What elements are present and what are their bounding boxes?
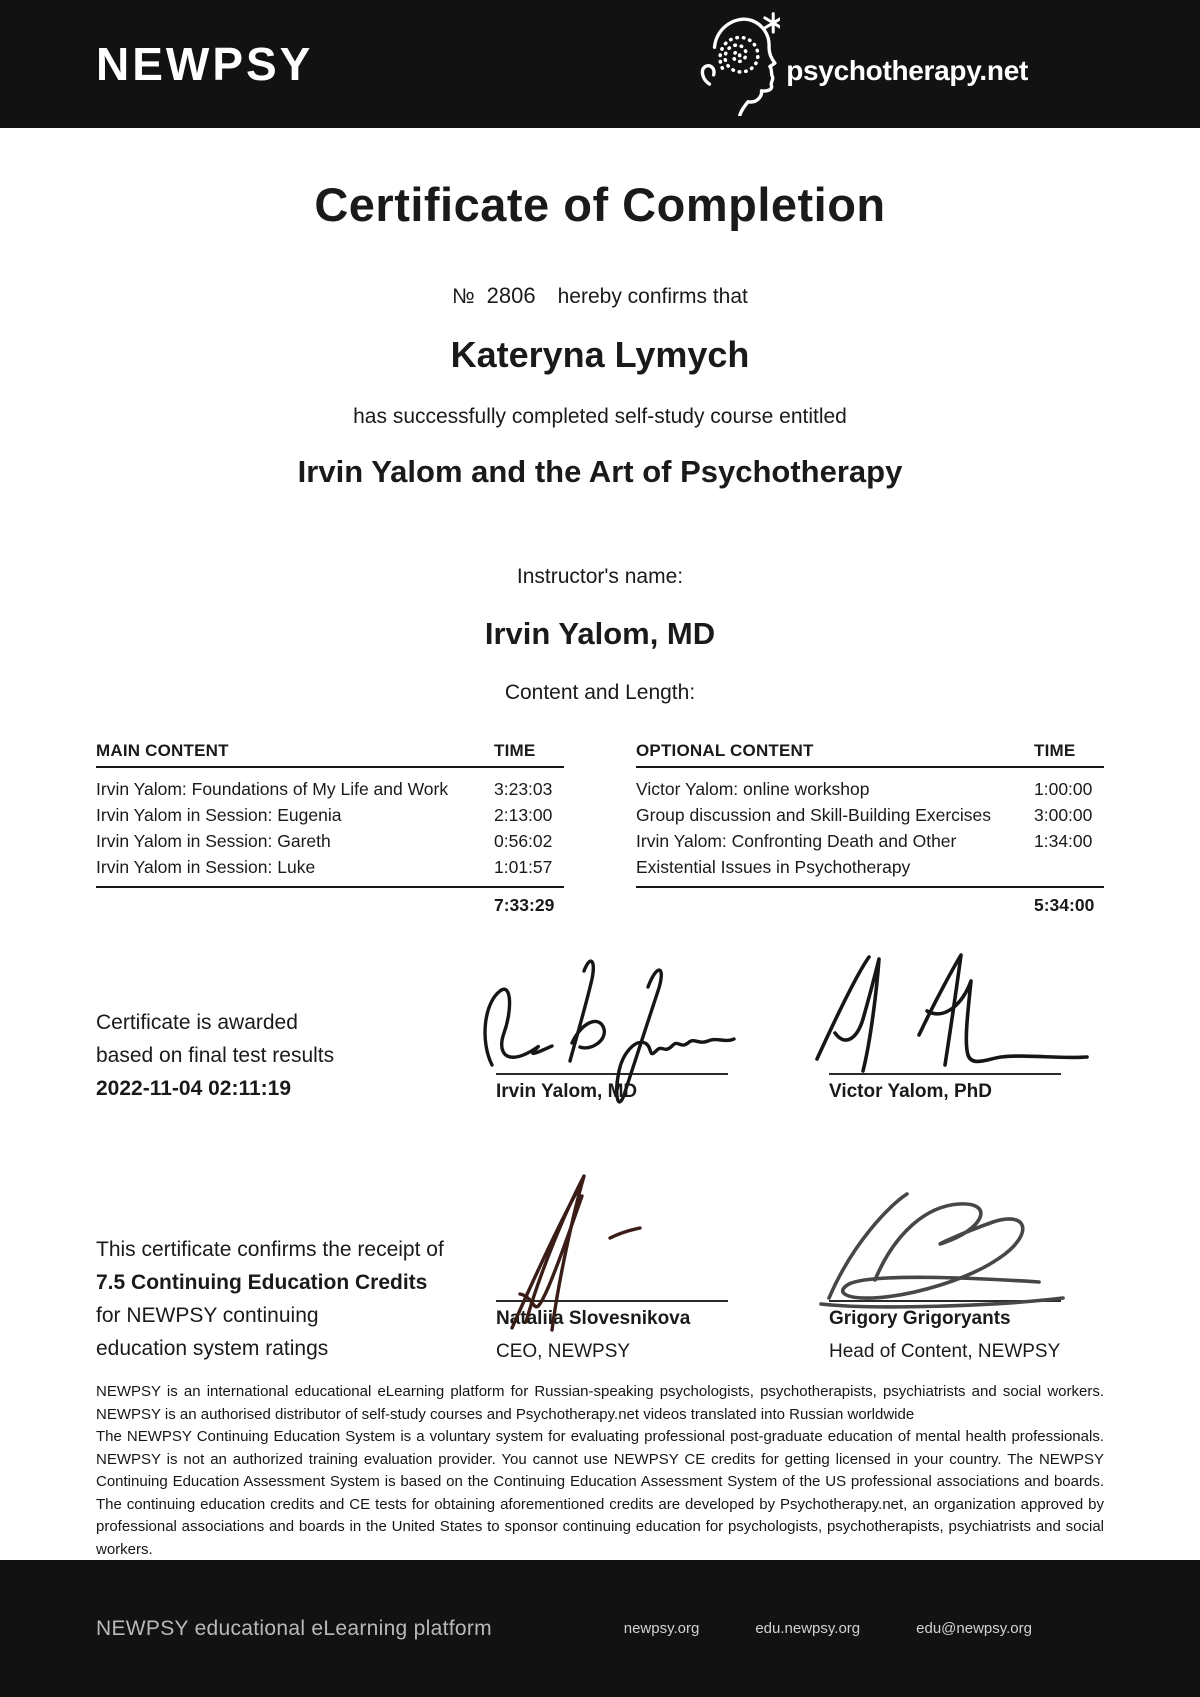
course-title: Irvin Yalom and the Art of Psychotherapy — [297, 454, 903, 489]
signature-row-1 — [96, 1006, 1104, 1105]
table-row — [636, 828, 1104, 880]
footer-bar — [0, 1560, 1200, 1697]
footer-links — [624, 1620, 1032, 1637]
optional-content-total-row — [636, 888, 1104, 916]
main-content-total-row — [96, 888, 564, 916]
credits-line4: education system ratings — [96, 1337, 329, 1360]
row-title: Irvin Yalom in Session: Eugenia — [96, 805, 342, 825]
award-line2: based on final test results — [96, 1044, 335, 1067]
credits-line3: for NEWPSY continuing — [96, 1304, 319, 1327]
newpsy-logo: NEWPSY — [96, 38, 314, 90]
content-length-label: Content and Length: — [504, 681, 696, 704]
row-time: 1:01:57 — [494, 857, 553, 877]
row-title: Irvin Yalom in Session: Luke — [96, 857, 316, 877]
table-row — [96, 802, 564, 828]
psychotherapy-head-icon — [696, 12, 780, 116]
instructor-label: Instructor's name: — [516, 565, 684, 588]
signer-name: Grigory Grigoryants — [829, 1308, 1011, 1329]
footer-link-edu-newpsy[interactable]: edu.newpsy.org — [755, 1620, 861, 1637]
signature-block-nataliia-slovesnikova — [456, 1300, 789, 1365]
content-tables — [96, 741, 1104, 916]
row-title: Irvin Yalom: Foundations of My Life and Work — [96, 779, 449, 799]
signature-line — [829, 1073, 1061, 1075]
signature-line — [496, 1073, 728, 1075]
footer-title: NEWPSY educational eLearning platform — [96, 1616, 492, 1640]
signer-name: Nataliia Slovesnikova — [496, 1308, 691, 1329]
asterisk-icon — [765, 14, 780, 32]
instructor-name: Irvin Yalom, MD — [484, 616, 716, 651]
row-time: 3:00:00 — [1034, 805, 1093, 825]
certificate-body — [96, 128, 1104, 1560]
table-row — [636, 802, 1104, 828]
main-content-header-row — [96, 741, 564, 768]
signer-name: Victor Yalom, PhD — [829, 1081, 992, 1102]
certificate-number-line — [96, 282, 1104, 311]
row-time: 3:23:03 — [494, 779, 553, 799]
award-line1: Certificate is awarded — [96, 1011, 298, 1034]
credits-line1: This certificate confirms the receipt of — [96, 1238, 444, 1261]
credits-note — [96, 1233, 456, 1365]
completion-text: has successfully completed self-study course entitled — [353, 405, 847, 428]
row-title: Irvin Yalom in Session: Gareth — [96, 831, 331, 851]
row-time: 1:34:00 — [1034, 831, 1093, 851]
signer-name: Irvin Yalom, MD — [496, 1081, 638, 1102]
header-bar — [0, 0, 1200, 128]
time-header: TIME — [1034, 741, 1076, 760]
row-time: 0:56:02 — [494, 831, 553, 851]
optional-content-table — [636, 741, 1104, 916]
footer-link-newpsy[interactable]: newpsy.org — [623, 1620, 700, 1637]
signature-block-victor-yalom — [789, 1073, 1104, 1105]
signature-block-grigory-grigoryants — [789, 1300, 1104, 1365]
optional-content-header: OPTIONAL CONTENT — [636, 741, 814, 760]
row-title: Victor Yalom: online workshop — [636, 779, 870, 799]
award-datetime: 2022-11-04 02:11:19 — [96, 1077, 291, 1100]
disclaimer-paragraph-2: The NEWPSY Continuing Education System is a voluntary system for evaluating professional post-graduate education of mental health professionals. NEWPSY is not an authorized training evaluation provider. You cannot use NEWPSY CE credits for getting licensed in your country. The NEWPSY Continuing Education Assessment System is based on the Continuing Education Assessment System of the US professional associations and boards. The continuing education credits and CE tests for obtaining aforementioned credits are developed by Psychotherapy.net, an organization approved by professional associations and boards in the United States to sponsor continuing education for psychologists, psychotherapists, psychiatrists and social workers. — [96, 1428, 1104, 1558]
table-row — [96, 776, 564, 802]
certificate-number: 2806 — [486, 283, 536, 308]
psychotherapy-logo — [696, 12, 1028, 116]
certificate-title: Certificate of Completion — [314, 178, 886, 231]
number-sign: № — [452, 285, 475, 308]
table-row — [96, 828, 564, 854]
recipient-name: Kateryna Lymych — [450, 334, 750, 375]
main-content-total: 7:33:29 — [494, 895, 555, 915]
signature-block-irvin-yalom — [456, 1073, 789, 1105]
table-row — [636, 776, 1104, 802]
row-title: Group discussion and Skill-Building Exercises — [636, 805, 992, 825]
signer-role: CEO, NEWPSY — [496, 1341, 631, 1362]
time-header: TIME — [494, 741, 536, 760]
credits-line2: 7.5 Continuing Education Credits — [96, 1271, 428, 1294]
row-title: Irvin Yalom: Confronting Death and Other Existential Issues in Psychotherapy — [636, 831, 957, 877]
signature-line — [829, 1300, 1061, 1302]
award-note — [96, 1006, 456, 1105]
disclaimer-text — [96, 1381, 1104, 1560]
optional-content-header-row — [636, 741, 1104, 768]
table-row — [96, 854, 564, 880]
footer-link-email[interactable]: edu@newpsy.org — [916, 1620, 1032, 1637]
signature-line — [496, 1300, 728, 1302]
main-content-table — [96, 741, 564, 916]
optional-content-total: 5:34:00 — [1034, 895, 1095, 915]
confirm-text: hereby confirms that — [557, 285, 748, 308]
row-time: 2:13:00 — [494, 805, 553, 825]
psychotherapy-logo-text: psychotherapy.net — [786, 55, 1028, 86]
row-time: 1:00:00 — [1034, 779, 1093, 799]
main-content-header: MAIN CONTENT — [96, 741, 229, 760]
signer-role: Head of Content, NEWPSY — [829, 1341, 1061, 1362]
disclaimer-paragraph-1: NEWPSY is an international educational eLearning platform for Russian-speaking psychologists, psychotherapists, psychiatrists and social workers. NEWPSY is an authorised distributor of self-study courses and Psychotherapy.net videos translated into Russian worldwide — [96, 1383, 1104, 1423]
signature-row-2 — [96, 1233, 1104, 1365]
